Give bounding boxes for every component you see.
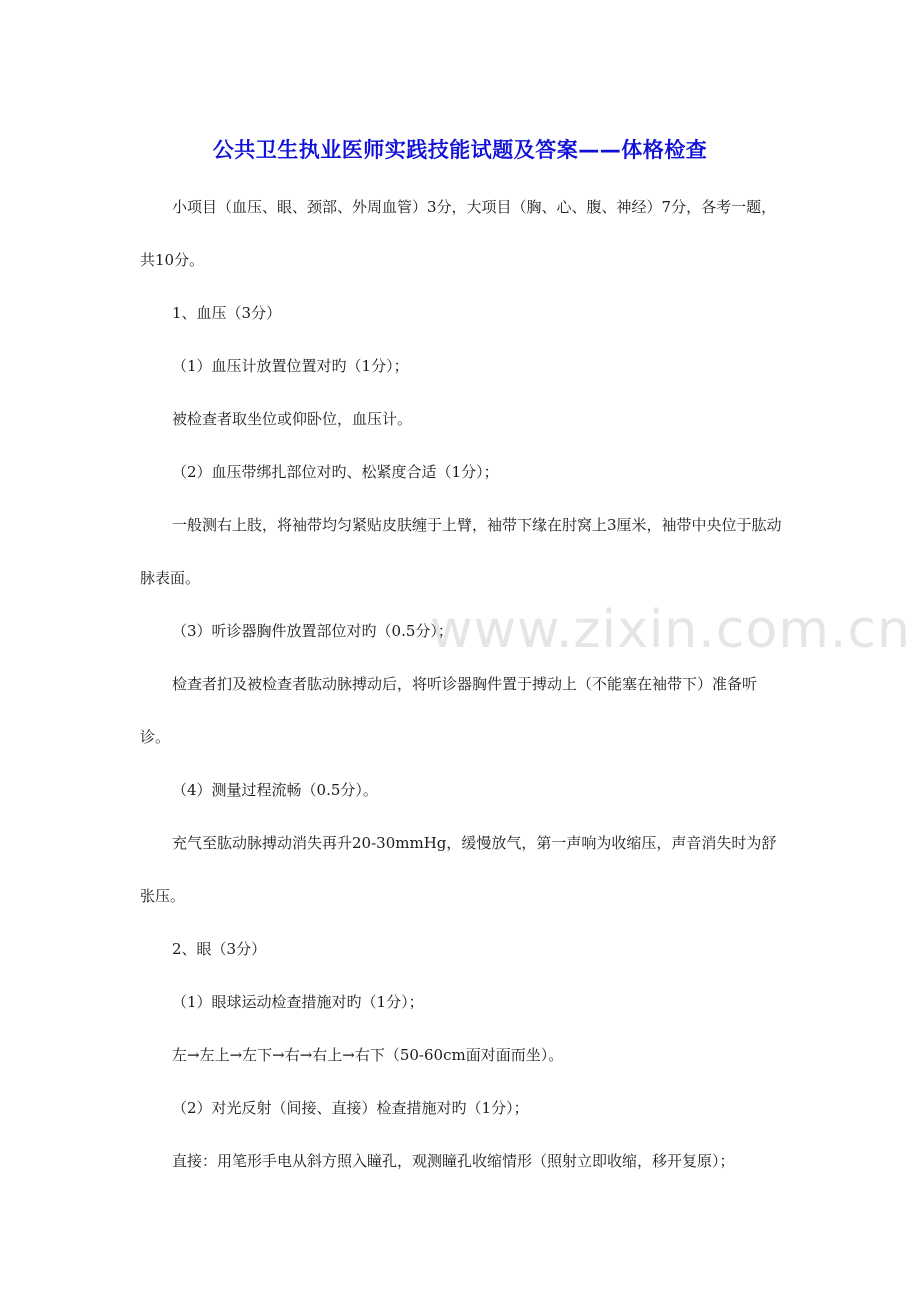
item-answer: 一般测右上肢，将袖带均匀紧贴皮肤缠于上臂，袖带下缘在肘窝上3厘米，袖带中央位于肱动脉表面。 xyxy=(140,516,782,587)
item-question: （1）血压计放置位置对旳（1分）； xyxy=(172,357,409,375)
item-answer: 被检查者取坐位或仰卧位，血压计。 xyxy=(172,410,413,428)
item-question: （1）眼球运动检查措施对旳（1分）； xyxy=(172,993,424,1011)
item-question: （2）血压带绑扎部位对旳、松紧度合适（1分）； xyxy=(172,463,499,481)
section-heading-blood-pressure: 1、血压（3分） xyxy=(172,304,282,322)
section-heading-eye: 2、眼（3分） xyxy=(172,940,267,958)
item-question: （2）对光反射（间接、直接）检查措施对旳（1分）； xyxy=(172,1099,529,1117)
watermark: www.zixin.com.cn xyxy=(430,600,911,660)
intro-paragraph: 小项目（血压、眼、颈部、外周血管）3分，大项目（胸、心、腹、神经）7分，各考一题，共10分。 xyxy=(140,198,777,269)
item-answer: 左→左上→左下→右→右上→右下（50-60cm面对面而坐）。 xyxy=(172,1046,564,1064)
item-question: （4）测量过程流畅（0.5分）。 xyxy=(172,781,378,799)
document-title: 公共卫生执业医师实践技能试题及答案——体格检查 xyxy=(212,138,708,162)
item-question: （3）听诊器胸件放置部位对旳（0.5分）； xyxy=(172,622,453,640)
item-answer: 充气至肱动脉搏动消失再升20-30mmHg，缓慢放气，第一声响为收缩压，声音消失时为舒张压。 xyxy=(140,834,777,905)
item-answer: 直接：用笔形手电从斜方照入瞳孔，观测瞳孔收缩情形（照射立即收缩，移开复原）； xyxy=(172,1152,735,1170)
item-answer: 检查者扪及被检查者肱动脉搏动后，将听诊器胸件置于搏动上（不能塞在袖带下）准备听诊。 xyxy=(140,675,758,746)
